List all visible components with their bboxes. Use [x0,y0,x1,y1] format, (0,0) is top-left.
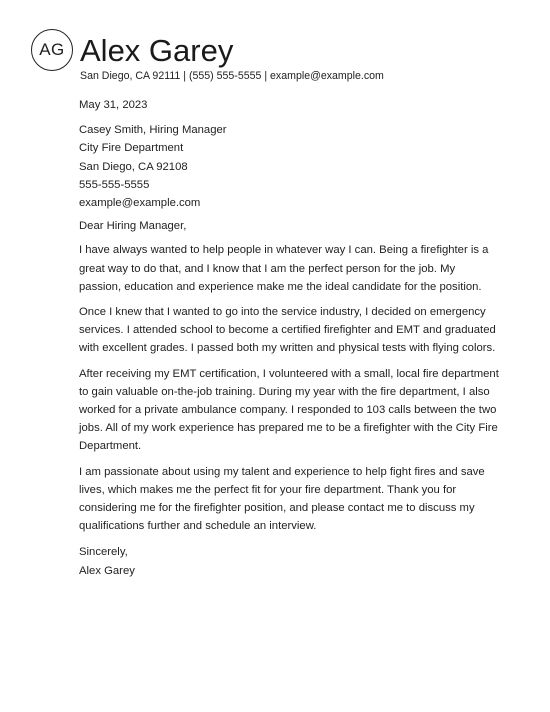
letter-signature: Alex Garey [79,564,135,577]
letter-paragraph-3: After receiving my EMT certification, I volunteered with a small, local fire department to gain valuable on-the-job training. During my year with the fire department, I also worked for a private ambulance company. I responded to 103 calls between the two jobs. All of my work experience has prepared me to be a firefighter with the City Fire Department. [79,367,499,453]
recipient-phone: 555-555-5555 [79,178,150,191]
letter-body [79,96,499,580]
recipient-organization: City Fire Department [79,142,184,155]
recipient-city-state-zip: San Diego, CA 92108 [79,160,188,173]
applicant-contact-line: San Diego, CA 92111 | (555) 555-5555 | example@example.com [80,70,384,82]
letter-closing: Sincerely, [79,546,128,559]
letter-date: May 31, 2023 [79,99,148,111]
recipient-block [79,121,499,212]
recipient-email: example@example.com [79,197,201,210]
monogram-badge [31,29,73,71]
letter-paragraph-4: I am passionate about using my talent and experience to help fight fires and save lives, which makes me the perfect fit for your fire department. Thank you for considering me for the firefighter position, and please contact me to discuss my qualifications further and schedule an interview. [79,465,485,533]
letter-paragraph-2: Once I knew that I wanted to go into the service industry, I decided on emergency services. I attended school to become a certified firefighter and EMT and graduated with excellent grades. I passed both my written and physical tests with flying colors. [79,306,496,355]
closing-block [79,543,499,579]
recipient-name-title: Casey Smith, Hiring Manager [79,124,227,137]
letter-paragraph-1: I have always wanted to help people in whatever way I can. Being a firefighter is a great way to do that, and I know that I am the perfect person for the job. My passion, education and experience make me the ideal candidate for the position. [79,244,489,293]
letter-greeting: Dear Hiring Manager, [79,220,187,233]
monogram-initials: AG [39,40,65,59]
applicant-name: Alex Garey [80,33,234,68]
